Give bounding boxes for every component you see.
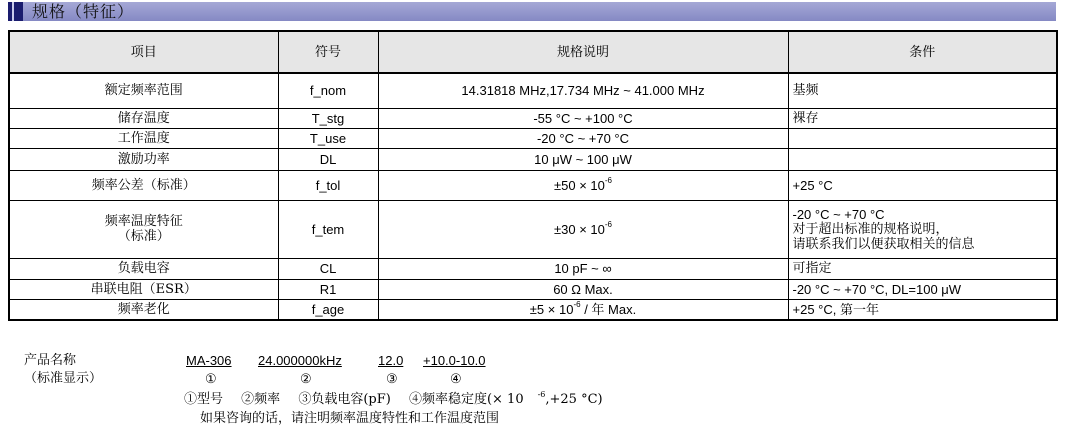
header-item: 项目 xyxy=(9,31,278,73)
spec-exponent: -6 xyxy=(604,176,612,186)
table-row xyxy=(9,128,1057,148)
legend-stability-tail: ,+25 °C) xyxy=(545,392,603,407)
legend-model: ①型号 xyxy=(184,392,224,407)
row-symbol: T_use xyxy=(278,128,378,148)
section-header-bar xyxy=(8,2,1056,21)
code-load-capacitance: 12.0 xyxy=(378,353,404,368)
row-spec xyxy=(378,299,788,320)
row-spec: 10 pF ~ ∞ xyxy=(378,258,788,279)
row-condition: +25 °C xyxy=(788,170,1057,200)
row-item: 频率老化 xyxy=(9,299,278,320)
table-row xyxy=(9,108,1057,128)
row-item xyxy=(9,200,278,258)
condition-line: -20 °C ~ +70 °C xyxy=(792,206,885,222)
spec-value: ±50 × 10 xyxy=(554,177,605,193)
row-condition xyxy=(788,128,1057,148)
row-item: 储存温度 xyxy=(9,108,278,128)
marker-3: ③ xyxy=(386,372,398,387)
row-symbol: R1 xyxy=(278,279,378,299)
table-row xyxy=(9,299,1057,320)
row-item: 负载电容 xyxy=(9,258,278,279)
spec-value: ±30 × 10 xyxy=(554,221,605,237)
table-row xyxy=(9,279,1057,299)
condition-line: 请联系我们以便获取相关的信息 xyxy=(792,236,975,252)
legend-load-capacitance: ③负载电容(pF) xyxy=(298,392,391,407)
row-item-line: （标准） xyxy=(117,229,170,244)
legend-frequency: ②频率 xyxy=(241,392,281,407)
row-item: 工作温度 xyxy=(9,128,278,148)
marker-4: ④ xyxy=(450,372,462,387)
row-spec: -55 °C ~ +100 °C xyxy=(378,108,788,128)
row-symbol: f_age xyxy=(278,299,378,320)
row-condition xyxy=(788,200,1057,258)
section-marker-icon xyxy=(8,2,23,21)
spec-value-tail: / 年 Max. xyxy=(584,301,637,317)
row-item: 频率公差（标准） xyxy=(9,170,278,200)
table-header-row xyxy=(9,31,1057,73)
row-spec: 14.31818 MHz,17.734 MHz ~ 41.000 MHz xyxy=(378,73,788,108)
row-symbol: f_tem xyxy=(278,200,378,258)
table-row xyxy=(9,200,1057,258)
legend-stability xyxy=(408,389,617,407)
table-row xyxy=(9,73,1057,108)
row-condition xyxy=(788,148,1057,170)
legend-stability-text: ④频率稳定度(× 10 xyxy=(408,392,524,407)
section-title: 规格（特征） xyxy=(32,2,135,21)
row-item: 额定频率范围 xyxy=(9,73,278,108)
code-stability: +10.0-10.0 xyxy=(423,353,486,368)
row-spec xyxy=(378,200,788,258)
row-condition: 可指定 xyxy=(788,258,1057,279)
table-row xyxy=(9,258,1057,279)
marker-1: ① xyxy=(205,372,217,387)
marker-2: ② xyxy=(300,372,312,387)
row-symbol: DL xyxy=(278,148,378,170)
row-condition: -20 °C ~ +70 °C, DL=100 μW xyxy=(788,279,1057,299)
row-item-line: 频率温度特征 xyxy=(104,214,183,229)
table-row xyxy=(9,170,1057,200)
row-symbol: T_stg xyxy=(278,108,378,128)
spec-exponent: -6 xyxy=(573,300,581,310)
code-model: MA-306 xyxy=(186,353,232,368)
header-condition: 条件 xyxy=(788,31,1057,73)
spec-table xyxy=(8,30,1058,321)
row-condition: +25 °C, 第一年 xyxy=(788,299,1057,320)
row-symbol: f_tol xyxy=(278,170,378,200)
row-spec: 60 Ω Max. xyxy=(378,279,788,299)
spec-exponent: -6 xyxy=(604,220,612,230)
row-condition: 基频 xyxy=(788,73,1057,108)
row-condition: 裸存 xyxy=(788,108,1057,128)
condition-line: 对于超出标准的规格说明， xyxy=(792,221,949,237)
product-name-label: 产品名称 xyxy=(24,353,77,368)
row-item: 串联电阻（ESR） xyxy=(9,279,278,299)
row-symbol: CL xyxy=(278,258,378,279)
row-item: 激励功率 xyxy=(9,148,278,170)
inquiry-note: 如果咨询的话，请注明频率温度特性和工作温度范围 xyxy=(200,411,500,426)
header-symbol: 符号 xyxy=(278,31,378,73)
row-spec: 10 μW ~ 100 μW xyxy=(378,148,788,170)
legend-stability-exponent: -6 xyxy=(537,389,546,399)
row-symbol: f_nom xyxy=(278,73,378,108)
row-spec xyxy=(378,170,788,200)
code-legend xyxy=(184,391,631,408)
standard-display-label: （标准显示） xyxy=(24,371,103,386)
spec-value: ±5 × 10 xyxy=(529,301,574,317)
row-spec: -20 °C ~ +70 °C xyxy=(378,128,788,148)
header-spec: 规格说明 xyxy=(378,31,788,73)
code-frequency: 24.000000kHz xyxy=(258,353,342,368)
table-row xyxy=(9,148,1057,170)
